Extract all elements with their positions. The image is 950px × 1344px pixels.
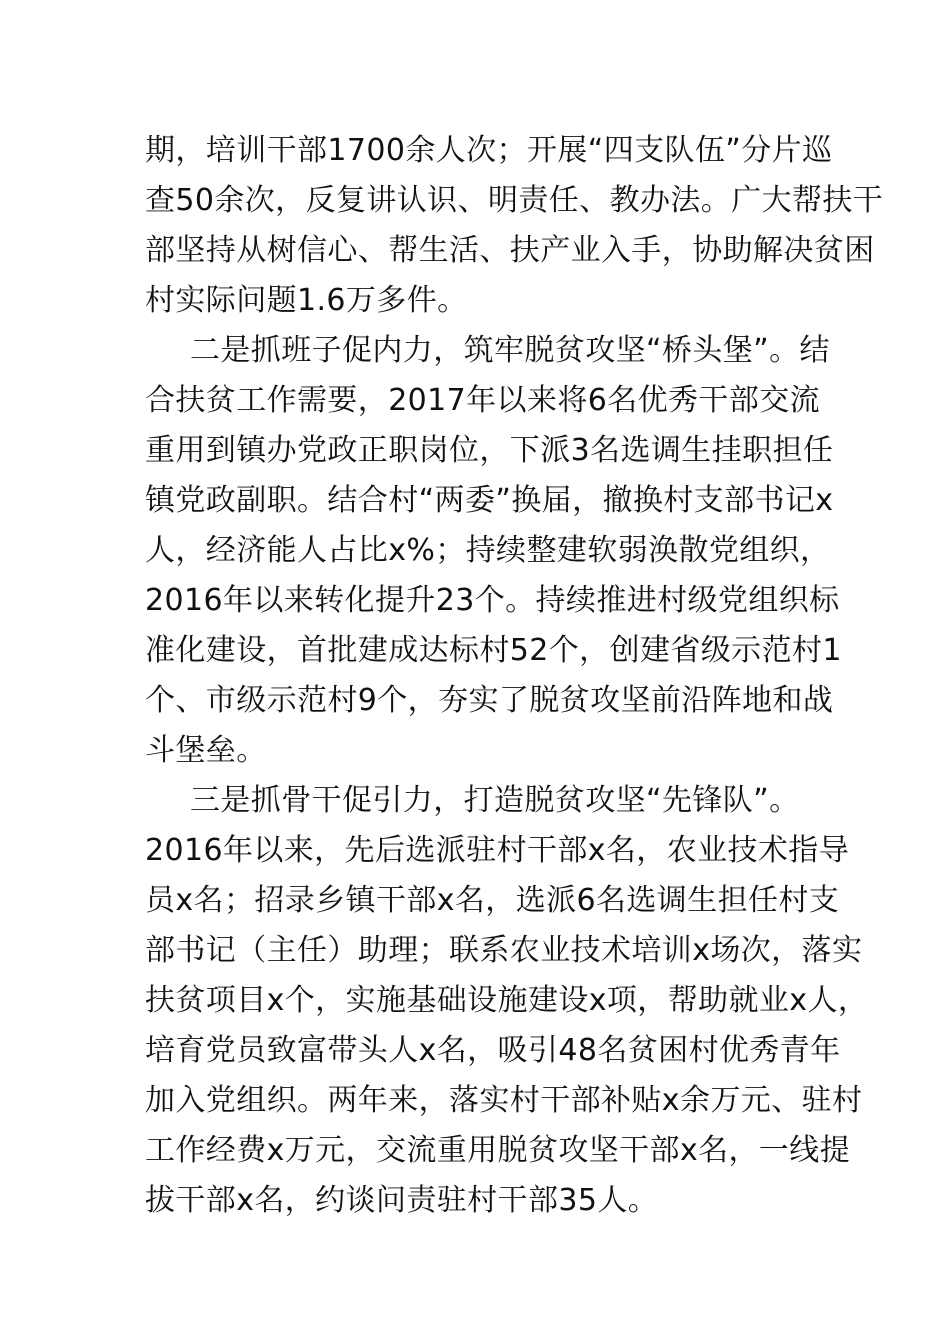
text-line: 重用到镇办党政正职岗位，下派3名选调生挂职担任 xyxy=(145,433,834,468)
text-line: 拔干部x名，约谈问责驻村干部35人。 xyxy=(145,1183,659,1218)
text-line: 村实际问题1.6万多件。 xyxy=(145,283,468,318)
text-line: 工作经费x万元，交流重用脱贫攻坚干部x名，一线提 xyxy=(145,1133,851,1168)
text-line: 斗堡垒。 xyxy=(145,733,267,768)
text-line: 个、市级示范村9个，夯实了脱贫攻坚前沿阵地和战 xyxy=(145,683,834,718)
text-line: 部书记（主任）助理；联系农业技术培训x场次，落实 xyxy=(145,933,863,968)
text-line: 2016年以来，先后选派驻村干部x名，农业技术指导 xyxy=(145,833,850,868)
text-line: 人，经济能人占比x%；持续整建软弱涣散党组织， xyxy=(145,533,831,568)
text-line: 准化建设，首批建成达标村52个，创建省级示范村1 xyxy=(145,633,842,668)
text-line: 2016年以来转化提升23个。持续推进村级党组织标 xyxy=(145,583,840,618)
text-line: 扶贫项目x个，实施基础设施建设x项，帮助就业x人， xyxy=(145,983,869,1018)
text-line: 培育党员致富带头人x名，吸引48名贫困村优秀青年 xyxy=(145,1033,841,1068)
text-line: 镇党政副职。结合村“两委”换届，撤换村支部书记x xyxy=(145,483,834,518)
text-line: 员x名；招录乡镇干部x名，选派6名选调生担任村支 xyxy=(145,883,840,918)
paragraph-three-heading-line: 三是抓骨干促引力，打造脱贫攻坚“先锋队”。 xyxy=(190,783,800,818)
text-line: 期，培训干部1700余人次；开展“四支队伍”分片巡 xyxy=(145,133,833,168)
paragraph-two-heading-line: 二是抓班子促内力，筑牢脱贫攻坚“桥头堡”。结 xyxy=(190,333,830,368)
text-line: 加入党组织。两年来，落实村干部补贴x余万元、驻村 xyxy=(145,1083,863,1118)
text-line: 查50余次，反复讲认识、明责任、教办法。广大帮扶干 xyxy=(145,183,884,218)
text-line: 合扶贫工作需要，2017年以来将6名优秀干部交流 xyxy=(145,383,821,418)
text-line: 部坚持从树信心、帮生活、扶产业入手，协助解决贫困 xyxy=(145,233,875,268)
